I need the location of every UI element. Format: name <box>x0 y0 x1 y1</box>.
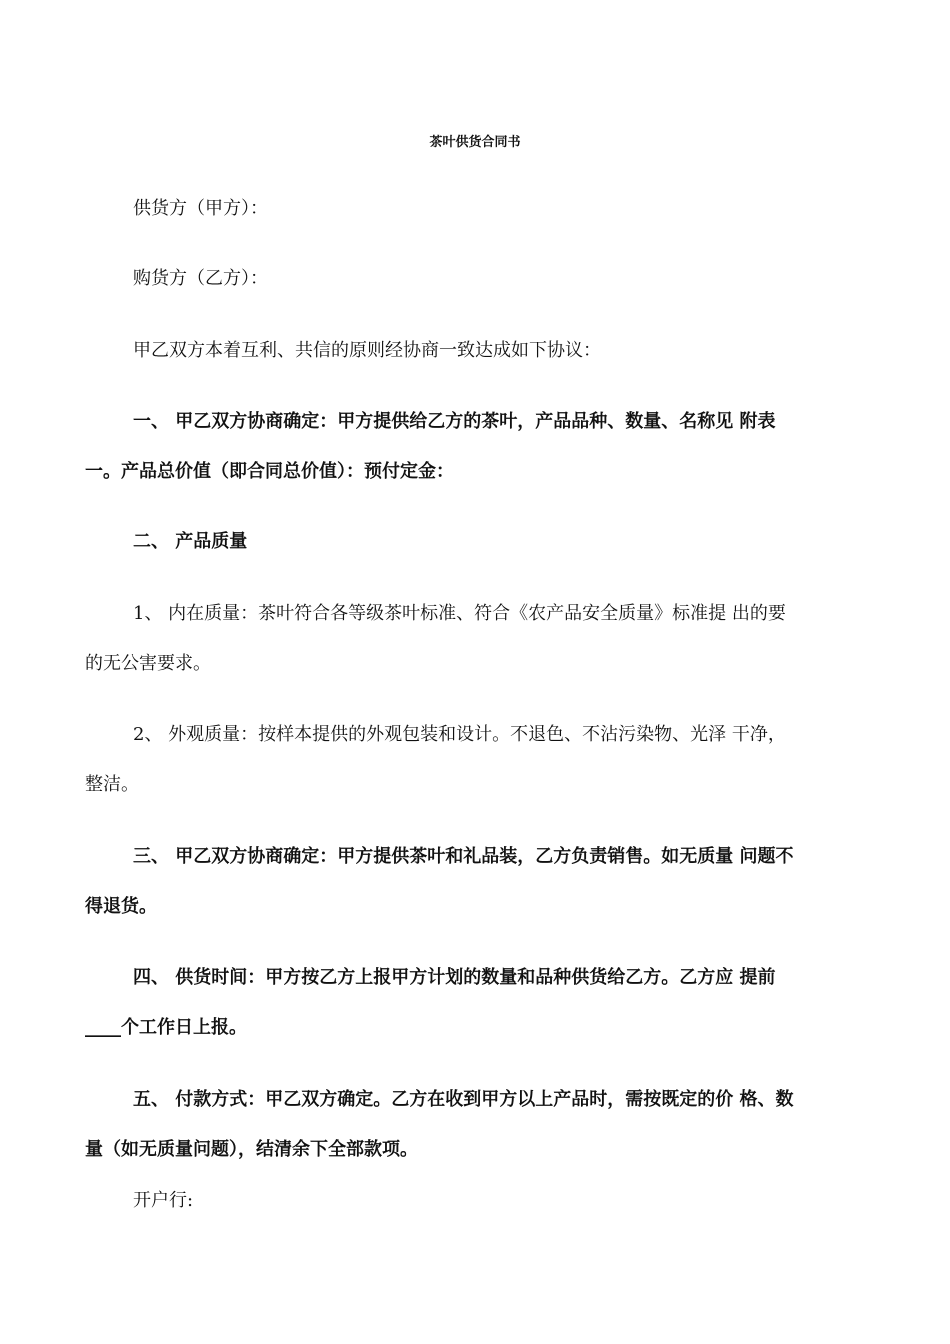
buyer-party-line <box>85 254 875 304</box>
clause-one <box>85 397 875 497</box>
paragraph-line: 开户行: <box>133 1190 194 1211</box>
bank-line <box>85 1176 875 1226</box>
clause-three <box>85 832 875 932</box>
document-title: 茶叶供货合同书 <box>429 135 521 150</box>
paragraph-line: 四、 供货时间：甲方按乙方上报甲方计划的数量和品种供货给乙方。乙方应 提前 <box>133 967 776 988</box>
supplier-party-line <box>85 184 875 234</box>
paragraph-line: 整洁。 <box>85 774 139 795</box>
clause-two-heading <box>85 517 875 567</box>
clause-five <box>85 1075 875 1175</box>
paragraph-line: 一、 甲乙双方协商确定：甲方提供给乙方的茶叶，产品品种、数量、名称见 附表 <box>133 411 776 432</box>
paragraph-line: 三、 甲乙双方协商确定：甲方提供茶叶和礼品装，乙方负责销售。如无质量 问题不 <box>133 846 794 867</box>
quality-item-1 <box>85 589 875 689</box>
paragraph-line: 五、 付款方式：甲乙双方确定。乙方在收到甲方以上产品时，需按既定的价 格、数 <box>133 1089 794 1110</box>
paragraph-line: 得退货。 <box>85 896 157 917</box>
paragraph-line: 甲乙双方本着互利、共信的原则经协商一致达成如下协议： <box>133 340 601 361</box>
paragraph-line: 1、 内在质量：茶叶符合各等级茶叶标准、符合《农产品安全质量》标准提 出的要 <box>133 603 786 624</box>
paragraph-line: 量（如无质量问题），结清余下全部款项。 <box>85 1139 418 1160</box>
paragraph-line: 购货方（乙方）： <box>133 268 268 289</box>
paragraph-line: 的无公害要求。 <box>85 653 211 674</box>
paragraph-line: ____个工作日上报。 <box>85 1017 247 1038</box>
paragraph-line: 一。产品总价值（即合同总价值）：预付定金： <box>85 461 454 482</box>
quality-item-2 <box>85 710 875 810</box>
paragraph-line: 2、 外观质量：按样本提供的外观包装和设计。不退色、不沾污染物、光泽 干净， <box>133 724 786 745</box>
agreement-intro <box>85 326 875 376</box>
paragraph-line: 供货方（甲方）： <box>133 198 268 219</box>
paragraph-line: 二、 产品质量 <box>133 531 248 552</box>
clause-four <box>85 953 875 1053</box>
